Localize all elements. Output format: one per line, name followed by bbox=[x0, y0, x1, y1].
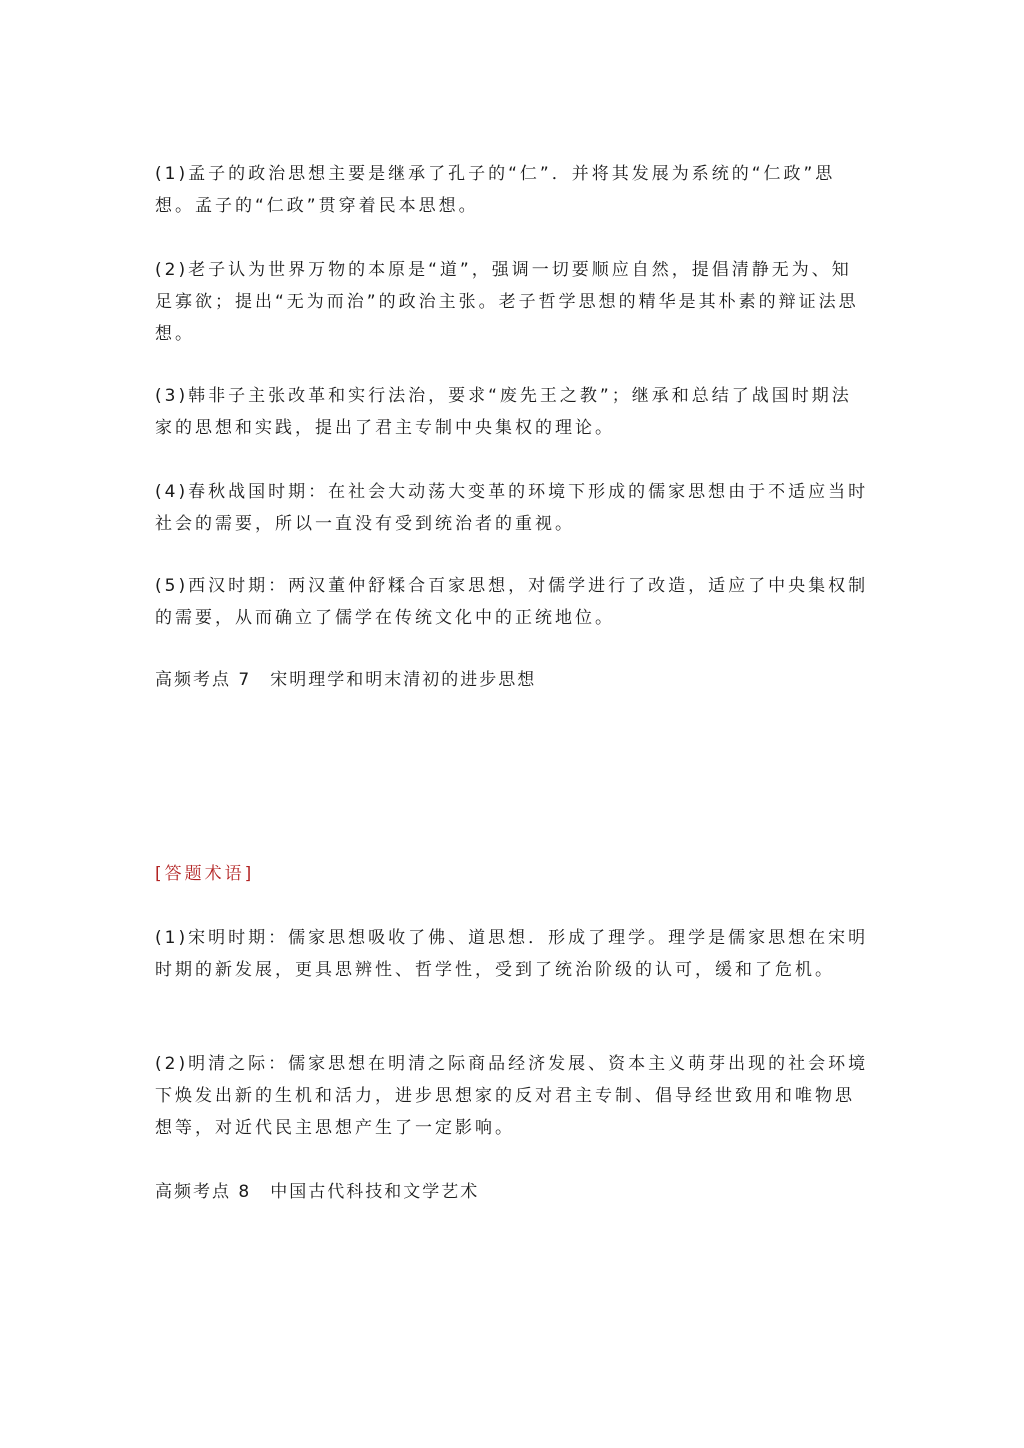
heading-exam-point-8: 高频考点 8 中国古代科技和文学艺术 bbox=[155, 1182, 480, 1202]
paragraph-mencius: (1)孟子的政治思想主要是继承了孔子的“仁”．并将其发展为系统的“仁政”思想。孟子的“仁政”贯穿着民本思想。 bbox=[155, 164, 836, 216]
heading-exam-point-7: 高频考点 7 宋明理学和明末清初的进步思想 bbox=[155, 670, 537, 690]
paragraph-laozi: (2)老子认为世界万物的本原是“道”，强调一切要顺应自然，提倡清静无为、知足寡欲；提出“无为而治”的政治主张。老子哲学思想的精华是其朴素的辩证法思想。 bbox=[155, 260, 859, 344]
paragraph-song-ming: (1)宋明时期：儒家思想吸收了佛、道思想．形成了理学。理学是儒家思想在宋明时期的新发展，更具思辨性、哲学性，受到了统治阶级的认可，缓和了危机。 bbox=[155, 928, 869, 980]
answer-terms-label: [答题术语] bbox=[155, 864, 255, 884]
paragraph-ming-qing: (2)明清之际：儒家思想在明清之际商品经济发展、资本主义萌芽出现的社会环境下焕发出新的生机和活力，进步思想家的反对君主专制、倡导经世致用和唯物思想等，对近代民主思想产生了一定影响。 bbox=[155, 1054, 869, 1138]
paragraph-spring-autumn: (4)春秋战国时期：在社会大动荡大变革的环境下形成的儒家思想由于不适应当时社会的需要，所以一直没有受到统治者的重视。 bbox=[155, 482, 869, 534]
paragraph-hanfeizi: (3)韩非子主张改革和实行法治，要求“废先王之教”；继承和总结了战国时期法家的思想和实践，提出了君主专制中央集权的理论。 bbox=[155, 386, 852, 438]
paragraph-western-han: (5)西汉时期：两汉董仲舒糅合百家思想，对儒学进行了改造，适应了中央集权制的需要，从而确立了儒学在传统文化中的正统地位。 bbox=[155, 576, 869, 628]
